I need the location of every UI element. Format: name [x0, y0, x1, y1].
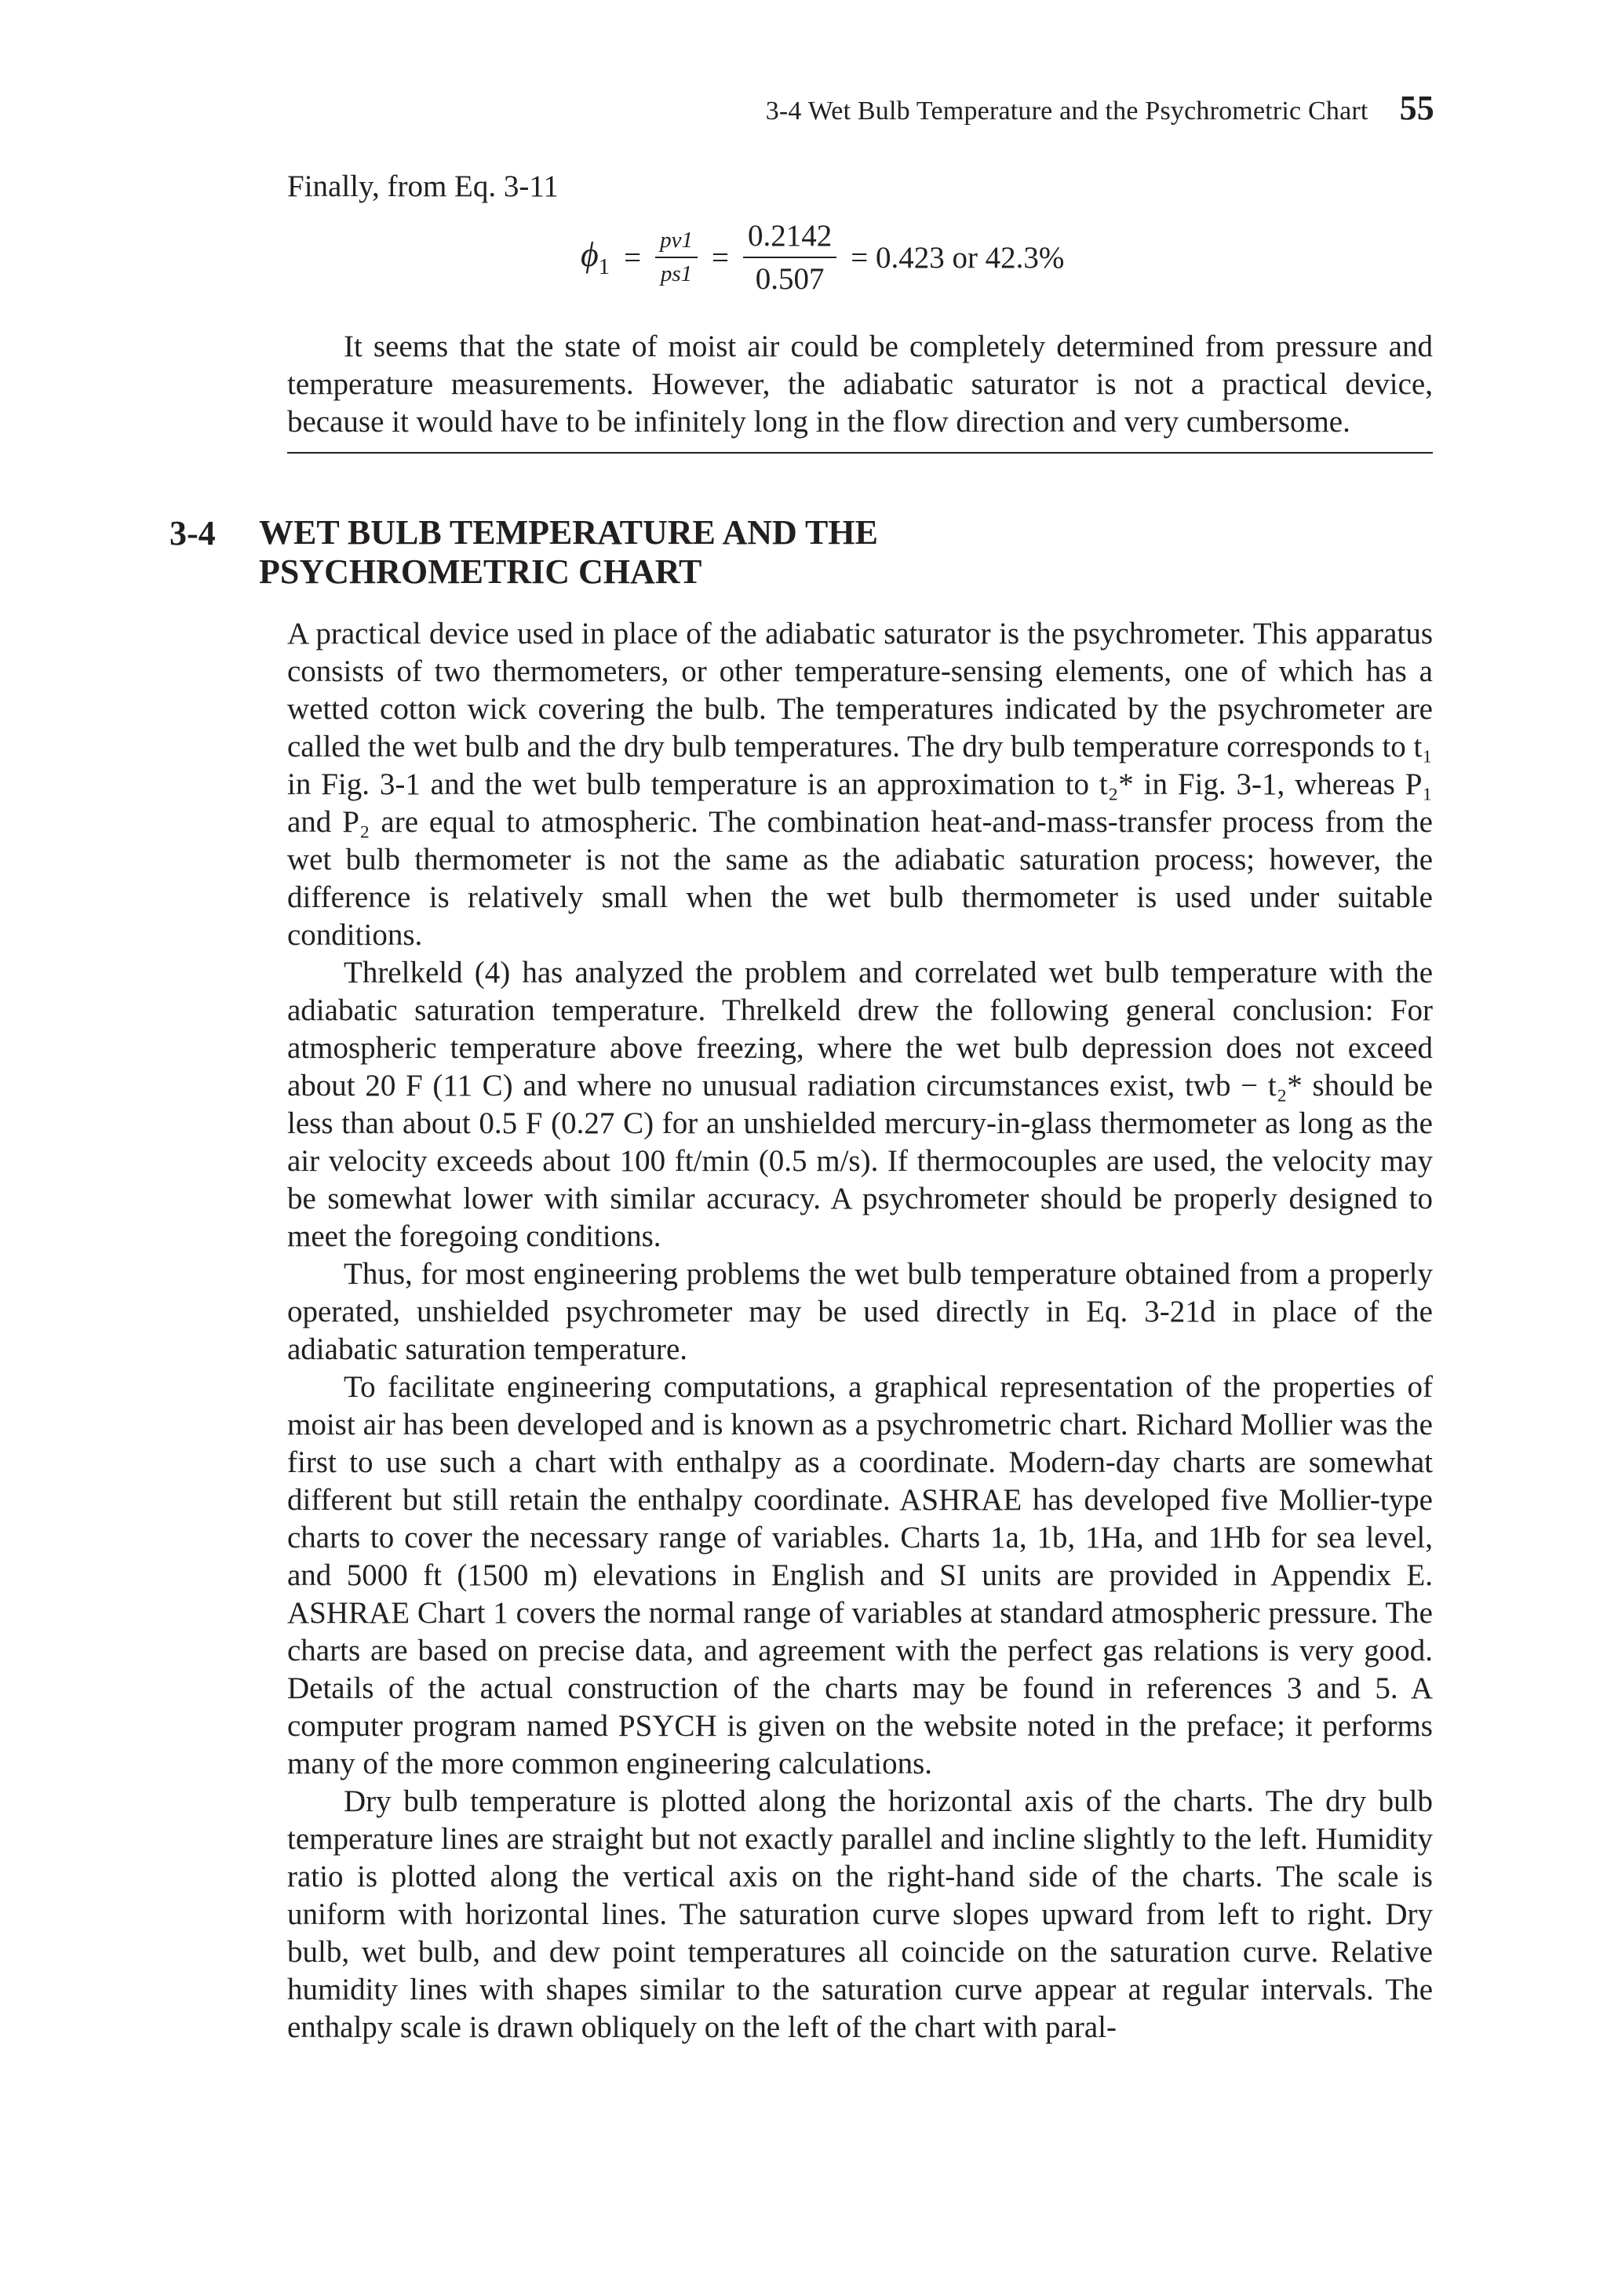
- section-body: [287, 615, 1433, 2046]
- divider: [287, 452, 1433, 454]
- running-head: [766, 88, 1434, 128]
- ratio-denominator: ps1: [660, 261, 693, 286]
- ratio-denominator: 0.507: [755, 262, 825, 296]
- equation-lhs: $\phi_1$: [581, 235, 610, 279]
- pressure-ratio: [655, 228, 698, 287]
- equation-result: = 0.423 or 42.3%: [851, 240, 1065, 275]
- section-title: [259, 513, 1044, 592]
- equation: [581, 218, 1064, 297]
- section-title-line: WET BULB TEMPERATURE AND THE: [259, 513, 878, 552]
- paragraph: A practical device used in place of the adiabatic saturator is the psychrometer. This apparatus consists of two thermometers, or other temperature-sensing elements, one of which has a wetted cotton wick covering the bulb. The temperatures indicated by the psychrometer are called the wet bulb and the dry bulb temperatures. The dry bulb temperature corresponds to t₁ in Fig. 3-1 and the wet bulb temperature is an approximation to t₂* in Fig. 3-1, whereas P₁ and P₂ are equal to atmospheric. The combination heat-and-mass-transfer process from the wet bulb thermometer is not the same as the adiabatic saturation process; however, the difference is relatively small when the wet bulb thermometer is used under suitable conditions.: [287, 617, 1433, 952]
- running-title: 3-4 Wet Bulb Temperature and the Psychrometric Chart: [765, 97, 1368, 126]
- paragraph: Thus, for most engineering problems the wet bulb temperature obtained from a properly operated, unshielded psychrometer may be used directly in Eq. 3-21d in place of the adiabatic saturation temperature.: [287, 1257, 1433, 1366]
- section-title-line: PSYCHROMETRIC CHART: [259, 552, 702, 591]
- numeric-ratio: [743, 218, 836, 297]
- equals-sign: =: [711, 240, 729, 275]
- equals-sign: =: [624, 240, 642, 275]
- paragraph: To facilitate engineering computations, a graphical representation of the properties of moist air has been developed and is known as a psychrometric chart. Richard Mollier was the first to use such a chart with enthalpy as a coordinate. Modern-day charts are somewhat different but still retain the enthalpy coordinate. ASHRAE has developed five Mollier-type charts to cover the necessary range of variables. Charts 1a, 1b, 1Ha, and 1Hb for sea level, and 5000 ft (1500 m) elevations in English and SI units are provided in Appendix E. ASHRAE Chart 1 covers the normal range of variables at standard atmospheric pressure. The charts are based on precise data, and agreement with the perfect gas relations is very good. Details of the actual construction of the charts may be found in references 3 and 5. A computer program named PSYCH is given on the website noted in the preface; it performs many of the more common engineering calculations.: [287, 1370, 1433, 1780]
- paragraph: It seems that the state of moist air could be completely determined from pressure and temperature measurements. However, the adiabatic saturator is not a practical device, because it would have to be infinitely long in the flow direction and very cumbersome.: [287, 330, 1433, 439]
- intro-line: Finally, from Eq. 3-11: [287, 169, 559, 203]
- ratio-numerator: pv1: [655, 228, 698, 258]
- section-number: 3-4: [169, 514, 216, 552]
- ratio-numerator: 0.2142: [743, 218, 836, 258]
- page-number: 55: [1399, 89, 1434, 127]
- paragraph: Threlkeld (4) has analyzed the problem and correlated wet bulb temperature with the adiabatic saturation temperature. Threlkeld drew the following general conclusion: For atmospheric temperature above freezing, where the wet bulb depression does not exceed about 20 F (11 C) and where no unusual radiation circumstances exist, twb − t₂* should be less than about 0.5 F (0.27 C) for an unshielded mercury-in-glass thermometer as long as the air velocity exceeds about 100 ft/min (0.5 m/s). If thermocouples are used, the velocity may be somewhat lower with similar accuracy. A psychrometer should be properly designed to meet the foregoing conditions.: [287, 956, 1433, 1253]
- paragraph: Dry bulb temperature is plotted along the horizontal axis of the charts. The dry bulb temperature lines are straight but not exactly parallel and incline slightly to the left. Humidity ratio is plotted along the vertical axis on the right-hand side of the charts. The scale is uniform with horizontal lines. The saturation curve slopes upward from left to right. Dry bulb, wet bulb, and dew point temperatures all coincide on the saturation curve. Relative humidity lines with shapes similar to the saturation curve appear at regular intervals. The enthalpy scale is drawn obliquely on the left of the chart with paral-: [287, 1784, 1433, 2044]
